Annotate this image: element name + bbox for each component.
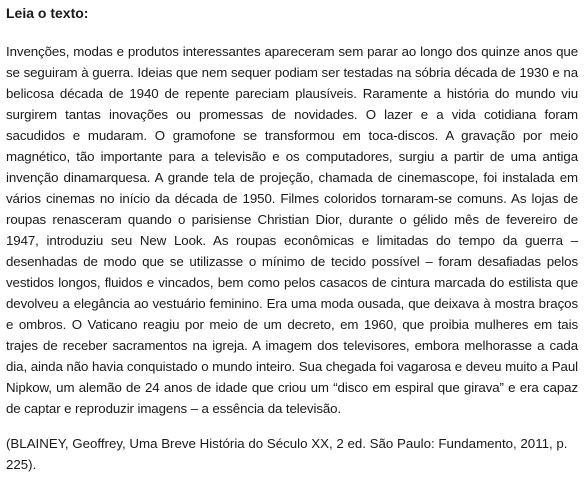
reading-passage: Invenções, modas e produtos interessantes apareceram sem parar ao longo dos quinze anos que se seguiram à guerra. Ideias que nem sequer podiam ser testadas na sóbria década de 1930 e na belicosa década de 1940 de repente pareciam plausíveis. Raramente a história do mundo viu surgirem tantas inovações ou promessas de novidades. O lazer e a vida cotidiana foram sacudidos e mudaram. O gramofone se transformou em toca-discos. A gravação por meio magnético, tão importante para a televisão e os computadores, surgiu a partir de uma antiga invenção dinamarquesa. A grande tela de projeção, chamada de cinemascope, foi instalada em vários cinemas no início da década de 1950. Filmes coloridos tornaram-se comuns. As lojas de roupas renasceram quando o parisiense Christian Dior, durante o gélido mês de fevereiro de 1947, introduziu seu New Look. As roupas econômicas e limitadas do tempo da guerra – desenhadas de modo que se utilizasse o mínimo de tecido possível – foram desafiadas pelos vestidos longos, fluidos e vincados, bem como pelos casacos de cintura marcada do estilista que devolveu a elegância ao vestuário feminino. Era uma moda ousada, que deixava à mostra braços e ombros. O Vaticano reagiu por meio de um decreto, em 1960, que proibia mulheres em tais trajes de receber sacramentos na igreja. A imagem dos televisores, embora melhorasse a cada dia, ainda não havia conquistado o mundo inteiro. Sua chegada foi vagarosa e deveu muito a Paul Nipkow, um alemão de 24 anos de idade que criou um “disco em espiral que girava” e era capaz de captar e reproduzir imagens – a essência da televisão. — [6, 44, 578, 416]
instruction-heading: Leia o texto: — [6, 5, 89, 21]
source-citation: (BLAINEY, Geoffrey, Uma Breve História do Século XX, 2 ed. São Paulo: Fundamento, 2011, p. 225). — [6, 436, 568, 472]
